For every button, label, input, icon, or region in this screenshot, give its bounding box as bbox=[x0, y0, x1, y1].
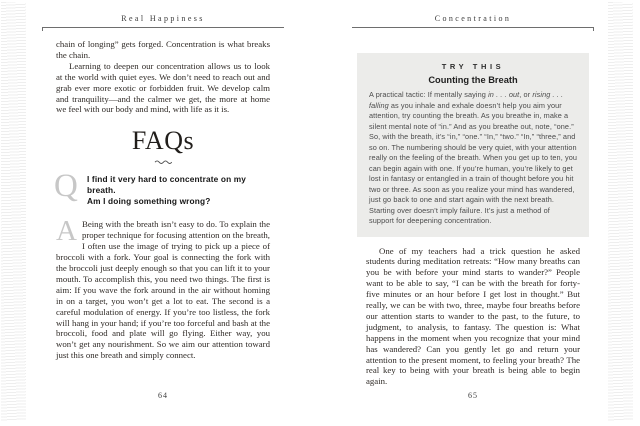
faq-question bbox=[54, 168, 270, 207]
paragraph: One of my teachers had a trick question he asked students during meditation retreats: “How many breaths can you be with before your mind starts to wander?” People want to be able to say, “I can be with the breath for forty-five minutes or an hour before I get lost in thought.” But really, we can be with two, three, maybe four breaths before our attention starts to wander to the past, to the future, to judgment, to analysis, to fantasy. The question is: What happens in the moment when you recognize that your mind has wandered? Can you gently let go and return your attention to the present moment, to feeling your breath? The real key to being with your breath is being able to begin again. bbox=[366, 245, 580, 387]
faq-answer bbox=[56, 215, 270, 361]
try-this-kicker: TRY THIS bbox=[441, 62, 505, 71]
rule-tick-left bbox=[42, 28, 43, 31]
running-head-left: Real Happiness bbox=[121, 14, 205, 23]
left-body-text bbox=[56, 39, 270, 115]
running-head-rule-left bbox=[42, 27, 284, 28]
paragraph: chain of longing” gets forged. Concentration is what breaks the chain. bbox=[56, 39, 270, 60]
page-number-left: 64 bbox=[158, 391, 168, 400]
try-this-body bbox=[369, 90, 577, 227]
try-this-title: Counting the Breath bbox=[428, 75, 518, 85]
faq-section-title: FAQs bbox=[131, 126, 195, 156]
body-segment: as you inhale and exhale doesn’t help you aim your attention, try counting the breath. As you breathe in, make a silent mental note of “in.” And as you breathe out, note, “one.” So, with the breath, it’s “in,” “one.” “In,” “two.” “In,” “three,” and so on. The numbering should be very quiet, with your attention really on the feeling of the breath. When you get up to ten, you can begin again with one. If you’re human, you’re likely to get lost in fantasy or entangled in a train of thought before you hit two or three. As soon as you realize your mind has wandered, just go back to one and start again with the next breath. Starting over doesn’t imply failure. It’s just a method of support for deepening concentration. bbox=[369, 100, 578, 225]
body-segment: , or bbox=[519, 90, 533, 99]
paragraph: Learning to deepen our concentration allows us to look at the world with quiet eyes. We don’t need to reach out and grab ever more exotic or forbidden fruit. We develop calm and tranquility—and the calmer we get, the more at home we feel with our body and mind, with life as it is. bbox=[56, 60, 270, 115]
squiggle-ornament-icon bbox=[154, 159, 172, 165]
try-this-box bbox=[357, 53, 589, 237]
body-segment: A practical tactic: If mentally saying bbox=[369, 90, 489, 99]
page-edge-texture-right bbox=[608, 2, 633, 421]
question-line: I find it very hard to concentrate on my breath. bbox=[87, 174, 247, 196]
body-segment-italic: in . . . out bbox=[488, 90, 520, 99]
question-line: Am I doing something wrong? bbox=[87, 196, 211, 207]
question-dropcap: Q bbox=[54, 168, 78, 205]
answer-text: Being with the breath isn’t easy to do. To explain the proper technique for focusing attention on the breath, I often use the image of trying to pick up a piece of broccoli with a fork. Your goal is connecting the fork with the broccoli just deeply enough so that you can lift it to your mouth. To accomplish this, you need two things. The first is aim: If you wave the fork around in the air without homing in on a target, you won’t get a lot to eat. The second is a careful modulation of energy. If you’re too listless, the fork will hang in your hand; if you’re too forceful and bash at the broccoli, food and plate will go flying. Either way, you won’t get any nourishment. So we aim our attention toward just this one breath and simply connect. bbox=[56, 219, 270, 361]
body-segment-italic: rising . . . falling bbox=[369, 90, 564, 110]
faq-question-answer bbox=[54, 168, 270, 361]
running-head-right: Concentration bbox=[434, 14, 512, 23]
right-body-text bbox=[366, 246, 580, 388]
rule-tick-right bbox=[593, 28, 594, 31]
left-page bbox=[42, 14, 284, 414]
page-edge-texture-left bbox=[1, 2, 26, 421]
right-page bbox=[352, 14, 594, 414]
page-number-right: 65 bbox=[468, 391, 478, 400]
answer-dropcap: A bbox=[56, 215, 77, 248]
running-head-rule-right bbox=[352, 27, 594, 28]
